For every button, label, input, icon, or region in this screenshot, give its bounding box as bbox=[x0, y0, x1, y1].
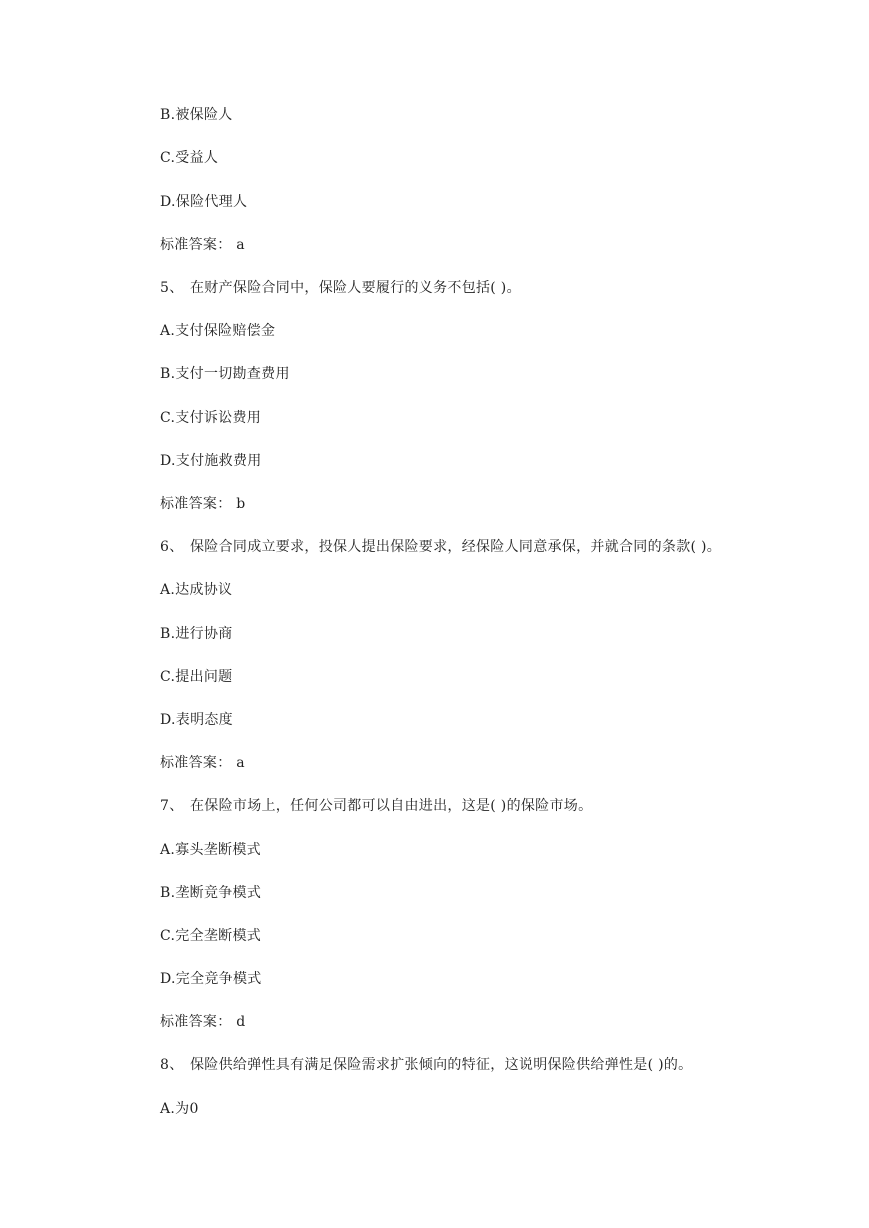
question-line bbox=[160, 797, 592, 815]
question-text: 在财产保险合同中，保险人要履行的义务不包括( )。 bbox=[190, 280, 521, 296]
option-line: D.保险代理人 bbox=[160, 194, 248, 210]
option-line: C.完全垄断模式 bbox=[160, 928, 262, 944]
option-line: A.寡头垄断模式 bbox=[160, 842, 261, 858]
question-number: 8、 bbox=[160, 1057, 184, 1073]
option-line: A.支付保险赔偿金 bbox=[160, 323, 276, 339]
option-line: B.被保险人 bbox=[160, 107, 233, 123]
question-line bbox=[160, 279, 521, 297]
question-text: 保险供给弹性具有满足保险需求扩张倾向的特征，这说明保险供给弹性是( )的。 bbox=[190, 1057, 693, 1073]
option-line: D.支付施救费用 bbox=[160, 453, 262, 469]
question-number: 7、 bbox=[160, 798, 184, 814]
option-line: A.为0 bbox=[160, 1101, 199, 1117]
option-line: D.表明态度 bbox=[160, 712, 233, 728]
question-text: 保险合同成立要求，投保人提出保险要求，经保险人同意承保，并就合同的条款( )。 bbox=[190, 539, 722, 555]
option-line: C.受益人 bbox=[160, 150, 219, 166]
answer-line: 标准答案： b bbox=[160, 496, 246, 512]
question-line bbox=[160, 1056, 692, 1074]
answer-line: 标准答案： a bbox=[160, 755, 245, 771]
option-line: B.进行协商 bbox=[160, 626, 233, 642]
option-line: B.垄断竞争模式 bbox=[160, 885, 262, 901]
option-line: D.完全竞争模式 bbox=[160, 971, 262, 987]
question-number: 6、 bbox=[160, 539, 184, 555]
option-line: B.支付一切勘查费用 bbox=[160, 366, 290, 382]
question-number: 5、 bbox=[160, 280, 184, 296]
option-line: A.达成协议 bbox=[160, 582, 233, 598]
answer-line: 标准答案： d bbox=[160, 1014, 246, 1030]
answer-line: 标准答案： a bbox=[160, 237, 245, 253]
option-line: C.提出问题 bbox=[160, 669, 233, 685]
question-line bbox=[160, 538, 721, 556]
question-text: 在保险市场上，任何公司都可以自由进出，这是( )的保险市场。 bbox=[190, 798, 593, 814]
option-line: C.支付诉讼费用 bbox=[160, 410, 262, 426]
